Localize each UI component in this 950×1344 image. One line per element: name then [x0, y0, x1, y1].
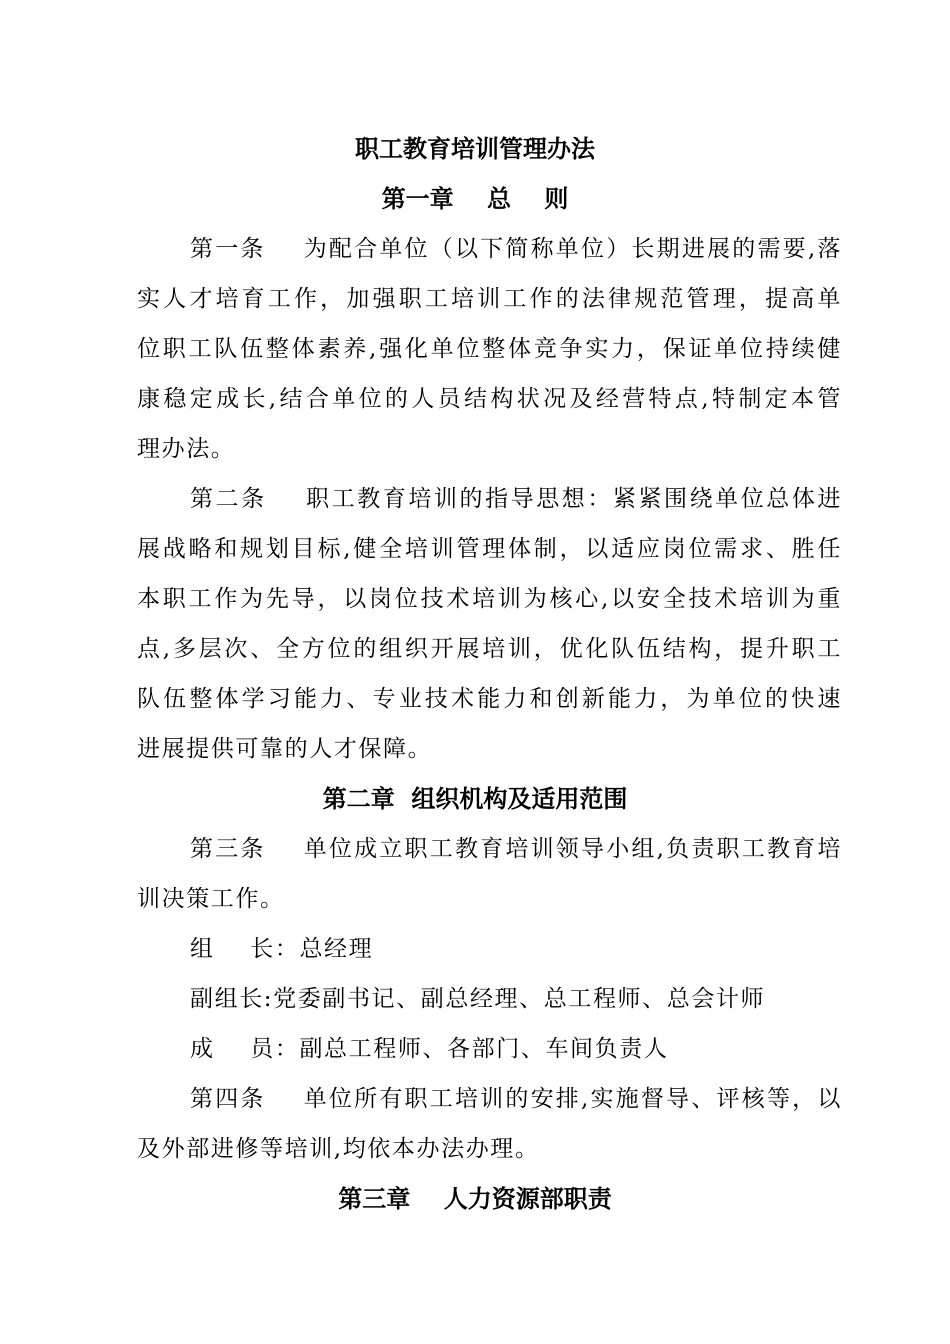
article-1-line: 康稳定成长,结合单位的人员结构状况及经营特点,特制定本管	[137, 386, 842, 412]
article-2-line: 队伍整体学习能力、专业技术能力和创新能力，为单位的快速	[137, 686, 842, 712]
article-1-line: 位职工队伍整体素养,强化单位整体竞争实力，保证单位持续健	[137, 336, 842, 362]
article-2-line: 展战略和规划目标,健全培训管理体制，以适应岗位需求、胜任	[137, 536, 842, 562]
article-2-line: 点,多层次、全方位的组织开展培训，优化队伍结构，提升职工	[137, 636, 842, 662]
article-1-line: 实人才培育工作，加强职工培训工作的法律规范管理，提高单	[137, 286, 842, 312]
article-4-line: 及外部进修等培训,均依本办法办理。	[137, 1136, 540, 1162]
members-line: 成 员：副总工程师、各部门、车间负责人	[190, 1036, 669, 1062]
chapter-2-heading: 第二章 组织机构及适用范围	[322, 784, 628, 813]
article-2-line: 本职工作为先导，以岗位技术培训为核心,以安全技术培训为重	[137, 586, 842, 612]
article-1-line: 理办法。	[137, 436, 236, 462]
article-3-line: 训决策工作。	[137, 886, 285, 912]
article-1-line: 第一条 为配合单位（以下简称单位）长期进展的需要,落	[190, 236, 842, 262]
article-2-line: 进展提供可靠的人才保障。	[137, 736, 433, 762]
group-leader-line: 组 长：总经理	[190, 936, 374, 962]
article-3-line: 第三条 单位成立职工教育培训领导小组,负责职工教育培	[190, 836, 842, 862]
deputy-leaders-line: 副组长:党委副书记、副总经理、总工程师、总会计师	[190, 986, 766, 1012]
document-title: 职工教育培训管理办法	[355, 134, 595, 163]
chapter-1-heading: 第一章 总 则	[381, 184, 569, 213]
article-2-line: 第二条 职工教育培训的指导思想：紧紧围绕单位总体进	[190, 486, 842, 512]
chapter-3-heading: 第三章 人力资源部职责	[338, 1184, 612, 1213]
article-4-line: 第四条 单位所有职工培训的安排,实施督导、评核等，以	[190, 1086, 842, 1112]
